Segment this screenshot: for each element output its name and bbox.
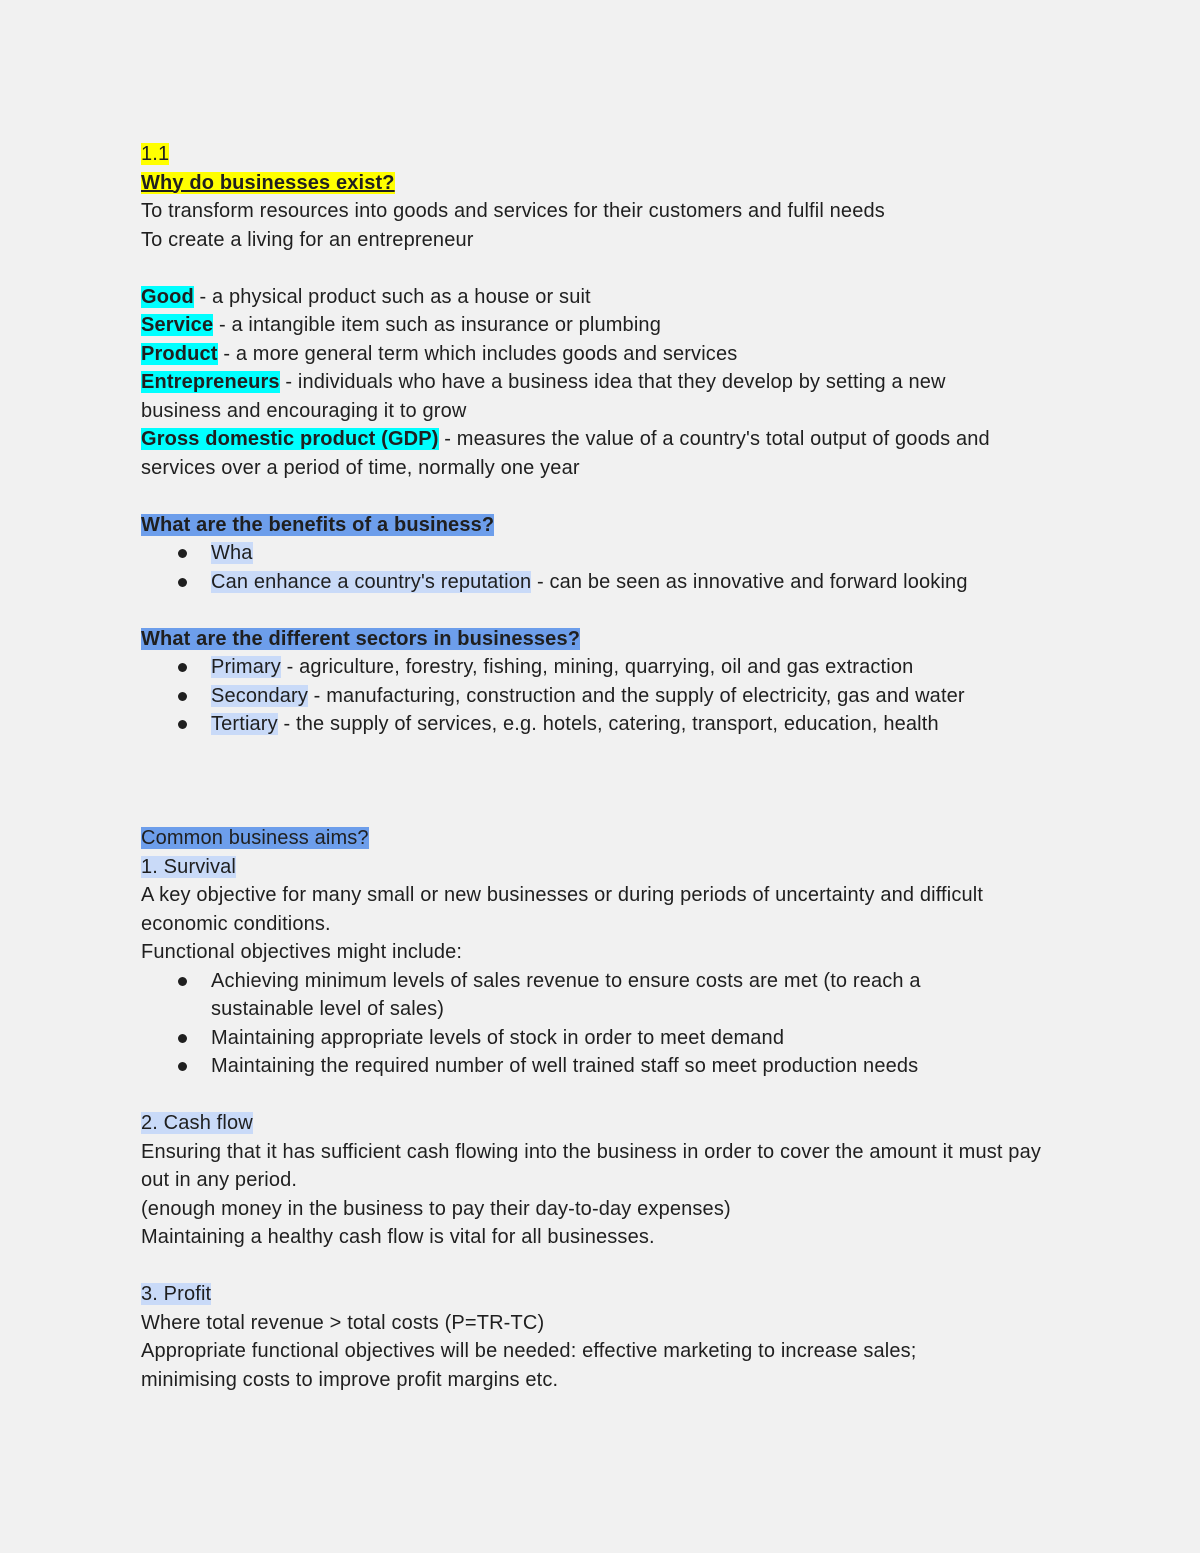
survival-title-line <box>141 853 1081 882</box>
item-text: - can be seen as innovative and forward looking <box>531 570 968 593</box>
section-number-line <box>141 140 1081 169</box>
item-text: Maintaining appropriate levels of stock in order to meet demand <box>211 1026 785 1049</box>
item-text: - agriculture, forestry, fishing, mining, quarrying, oil and gas extraction <box>280 656 914 678</box>
cashflow-note: (enough money in the business to pay their day-to-day expenses) <box>141 1197 731 1220</box>
sectors-heading-line <box>141 625 1081 654</box>
benefits-heading: What are the benefits of a business? <box>141 513 495 536</box>
definition-text: - measures the value of a country's total output of goods and services over a period of time, normally one year <box>141 428 990 479</box>
profit-formula: Where total revenue > total costs (P=TR-TC) <box>141 1311 545 1334</box>
survival-desc: A key objective for many small or new businesses or during periods of uncertainty and difficult economic conditions. <box>141 884 984 935</box>
why-line-2: To create a living for an entrepreneur <box>141 228 474 251</box>
bullet-icon <box>178 549 187 558</box>
definition-text: - a more general term which includes goods and services <box>217 342 738 365</box>
spacer <box>141 1252 1081 1281</box>
profit-title: 3. Profit <box>141 1283 212 1305</box>
aims-heading: Common business aims? <box>141 827 369 849</box>
spacer <box>141 482 1081 511</box>
list-item <box>141 967 971 1024</box>
list-item <box>141 568 1081 597</box>
list-item <box>141 1024 1081 1053</box>
definition-term: Good <box>141 285 194 308</box>
profit-desc: Appropriate functional objectives will be needed: effective marketing to increase sales; minimising costs to improve profit margins etc. <box>141 1340 917 1391</box>
list-item <box>141 653 1081 682</box>
spacer <box>141 1081 1081 1110</box>
cashflow-title: 2. Cash flow <box>141 1112 253 1134</box>
section-number: 1.1 <box>141 143 170 165</box>
list-item <box>141 539 1081 568</box>
definition-term: Entrepreneurs <box>141 371 280 393</box>
sectors-heading: What are the different sectors in businesses? <box>141 627 581 650</box>
bullet-icon <box>178 720 187 729</box>
why-line-1: To transform resources into goods and services for their customers and fulfil needs <box>141 200 885 222</box>
item-label: Wha <box>211 542 253 564</box>
bullet-icon <box>178 578 187 587</box>
definition-service <box>141 311 1081 340</box>
item-text: Achieving minimum levels of sales revenue to ensure costs are met (to reach a sustainable level of sales) <box>211 969 921 1020</box>
definition-term: Product <box>141 342 218 365</box>
definition-text: - a intangible item such as insurance or plumbing <box>213 314 661 336</box>
definition-good <box>141 283 1081 312</box>
survival-objectives-list <box>141 967 1081 1081</box>
list-item <box>141 682 1081 711</box>
bullet-icon <box>178 1062 187 1071</box>
item-text: - the supply of services, e.g. hotels, catering, transport, education, health <box>277 713 939 735</box>
definition-product <box>141 340 1081 369</box>
definition-gdp <box>141 425 1051 482</box>
cashflow-title-line <box>141 1109 1081 1138</box>
cashflow-vital: Maintaining a healthy cash flow is vital for all businesses. <box>141 1226 655 1248</box>
aims-heading-line <box>141 824 1081 853</box>
list-item <box>141 1052 1081 1081</box>
definition-term: Service <box>141 314 214 336</box>
profit-title-line <box>141 1280 1081 1309</box>
spacer <box>141 254 1081 283</box>
bullet-icon <box>178 1034 187 1043</box>
benefits-list <box>141 539 1081 596</box>
spacer <box>141 739 1081 825</box>
survival-title: 1. Survival <box>141 855 237 878</box>
why-heading: Why do businesses exist? <box>141 171 395 194</box>
item-label: Can enhance a country's reputation <box>211 570 532 593</box>
item-label: Tertiary <box>211 713 278 735</box>
spacer <box>141 596 1081 625</box>
survival-intro: Functional objectives might include: <box>141 941 463 963</box>
bullet-icon <box>178 663 187 672</box>
item-label: Secondary <box>211 684 308 707</box>
document-page <box>141 140 1081 1394</box>
item-label: Primary <box>211 656 281 678</box>
why-heading-line <box>141 169 1081 198</box>
cashflow-desc: Ensuring that it has sufficient cash flowing into the business in order to cover the amount it must pay out in any period. <box>141 1140 1042 1191</box>
item-text: - manufacturing, construction and the supply of electricity, gas and water <box>307 684 965 707</box>
definition-text: - individuals who have a business idea that they develop by setting a new business and encouraging it to grow <box>141 371 946 422</box>
definition-text: - a physical product such as a house or suit <box>193 285 591 308</box>
benefits-heading-line <box>141 511 1081 540</box>
definition-entrepreneurs <box>141 368 1011 425</box>
sectors-list <box>141 653 1081 739</box>
bullet-icon <box>178 692 187 701</box>
definition-term: Gross domestic product (GDP) <box>141 428 439 450</box>
item-text: Maintaining the required number of well trained staff so meet production needs <box>211 1055 919 1077</box>
bullet-icon <box>178 977 187 986</box>
list-item <box>141 710 1081 739</box>
